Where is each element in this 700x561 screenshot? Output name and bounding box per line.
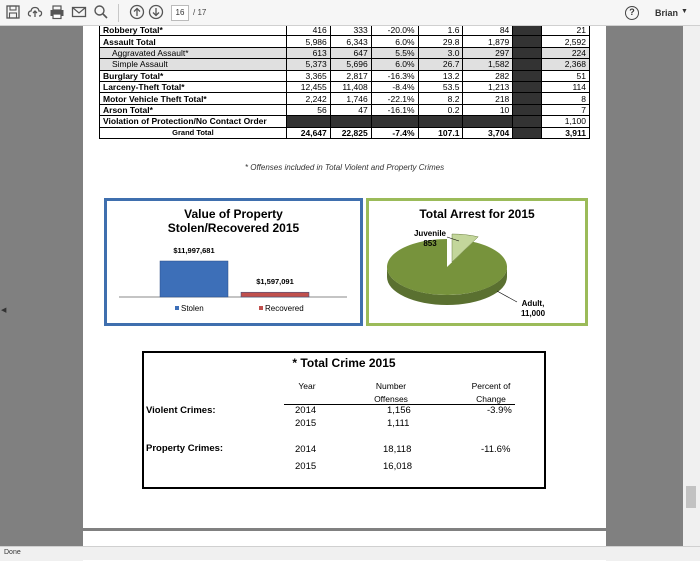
table-cell: 5.5% (371, 47, 418, 58)
table-cell: 6,343 (330, 36, 371, 47)
crime-table (99, 26, 590, 139)
legend-label: Stolen (181, 304, 204, 313)
previous-page-icon[interactable] (128, 4, 146, 22)
bar-data-label: $1,597,091 (256, 277, 294, 287)
table-cell (371, 116, 418, 127)
grand-total-cell (513, 127, 542, 138)
row-label: Assault Total (100, 36, 287, 47)
print-icon[interactable] (48, 4, 66, 22)
table-cell: 218 (463, 93, 513, 104)
row-label: Arson Total* (100, 104, 287, 115)
table-cell: 1,879 (463, 36, 513, 47)
property-value-chart (104, 198, 363, 326)
grand-total-cell: -7.4% (371, 127, 418, 138)
table-cell: 21 (542, 26, 590, 36)
table-cell: 8 (542, 93, 590, 104)
table-cell: 416 (286, 26, 330, 36)
table-row (100, 104, 590, 115)
toolbar-divider (118, 4, 119, 22)
property-chart-title-line1: Value of Property (184, 207, 283, 221)
table-cell: -16.1% (371, 104, 418, 115)
table-cell: 5,986 (286, 36, 330, 47)
legend-swatch (259, 306, 263, 310)
table-row (100, 70, 590, 81)
table-cell: 5,373 (286, 59, 330, 70)
juvenile-label: Juvenile (413, 229, 447, 238)
table-cell: 613 (286, 47, 330, 58)
table-cell (513, 59, 542, 70)
violent-crimes-label: Violent Crimes: (146, 405, 216, 416)
table-row (100, 93, 590, 104)
col-header-year: Year (298, 381, 316, 391)
vertical-scrollbar[interactable] (683, 26, 700, 546)
table-cell: 53.5 (418, 81, 463, 92)
row-label: Motor Vehicle Theft Total* (100, 93, 287, 104)
search-icon[interactable] (92, 4, 110, 22)
property-bar-chart (107, 201, 360, 323)
table-cell: 2,368 (542, 59, 590, 70)
table-cell (286, 116, 330, 127)
table-row (100, 36, 590, 47)
table-cell: 7 (542, 104, 590, 115)
table-cell (513, 104, 542, 115)
bar-stolen (160, 261, 228, 297)
arrest-chart-title: Total Arrest for 2015 (419, 207, 535, 221)
bar-data-label: $11,997,681 (173, 246, 215, 255)
table-cell: 2,817 (330, 70, 371, 81)
row-label: Burglary Total* (100, 70, 287, 81)
property-2015-year: 2015 (295, 461, 317, 472)
row-label: Simple Assault (100, 59, 287, 70)
table-cell: 1,213 (463, 81, 513, 92)
col-header-number-line2: Offenses (374, 394, 408, 404)
upload-cloud-icon[interactable] (26, 4, 44, 22)
page-number-input[interactable]: 16 (171, 5, 189, 21)
table-cell: 647 (330, 47, 371, 58)
row-label: Larceny-Theft Total* (100, 81, 287, 92)
adult-value-label: 11,000 (520, 309, 546, 318)
table-cell: 26.7 (418, 59, 463, 70)
table-cell: 1,582 (463, 59, 513, 70)
save-icon[interactable] (4, 4, 22, 22)
grand-total-label: Grand Total (100, 127, 287, 138)
table-cell: 6.0% (371, 36, 418, 47)
table-footnote: * Offenses included in Total Violent and Property Crimes (244, 163, 445, 172)
scrollbar-thumb[interactable] (686, 486, 696, 508)
table-cell (513, 36, 542, 47)
table-cell: 333 (330, 26, 371, 36)
table-cell: 51 (542, 70, 590, 81)
table-cell: 5,696 (330, 59, 371, 70)
grand-total-cell: 22,825 (330, 127, 371, 138)
table-cell: 3,365 (286, 70, 330, 81)
table-cell: 2,592 (542, 36, 590, 47)
table-cell (513, 70, 542, 81)
table-row (100, 59, 590, 70)
adult-label: Adult, (521, 299, 545, 308)
table-cell (330, 116, 371, 127)
row-label: Violation of Protection/No Contact Order (100, 116, 287, 127)
property-chart-title-line2: Stolen/Recovered 2015 (167, 221, 300, 235)
page-total-label: / 17 (193, 8, 207, 17)
legend-swatch (175, 306, 179, 310)
table-cell: 297 (463, 47, 513, 58)
col-header-percent-line1: Percent of (471, 381, 511, 391)
table-cell: 84 (463, 26, 513, 36)
table-cell: 47 (330, 104, 371, 115)
adult-leader-line (497, 291, 517, 302)
table-cell (418, 116, 463, 127)
legend-label: Recovered (265, 304, 304, 313)
table-cell: -22.1% (371, 93, 418, 104)
pie-slice-adult (387, 239, 507, 295)
col-header-number-line1: Number (375, 381, 407, 391)
grand-total-cell: 3,911 (542, 127, 590, 138)
table-cell: 1,746 (330, 93, 371, 104)
table-row (100, 47, 590, 58)
violent-2014-number: 1,156 (387, 405, 411, 416)
status-bar: Done (0, 546, 700, 560)
juvenile-value-label: 853 (423, 239, 437, 248)
col-header-percent-line2: Change (476, 394, 506, 404)
violent-2014-percent: -3.9% (487, 405, 512, 416)
table-cell: 2,242 (286, 93, 330, 104)
table-cell: 3.0 (418, 47, 463, 58)
violent-2014-year: 2014 (295, 405, 317, 416)
table-cell (513, 81, 542, 92)
table-cell: 8.2 (418, 93, 463, 104)
table-cell: 1,100 (542, 116, 590, 127)
table-cell: 11,408 (330, 81, 371, 92)
next-page-icon[interactable] (147, 4, 165, 22)
grand-total-cell: 3,704 (463, 127, 513, 138)
pdf-page (83, 26, 606, 528)
table-cell (463, 116, 513, 127)
collapse-left-icon[interactable]: ◀ (1, 307, 7, 314)
table-cell (513, 47, 542, 58)
table-cell: 13.2 (418, 70, 463, 81)
table-cell: 6.0% (371, 59, 418, 70)
violent-2015-year: 2015 (295, 418, 317, 429)
table-cell: 224 (542, 47, 590, 58)
table-row (100, 26, 590, 36)
table-cell: 10 (463, 104, 513, 115)
document-viewer (0, 26, 700, 546)
property-2014-number: 18,118 (383, 444, 412, 455)
table-cell (513, 116, 542, 127)
violent-2015-number: 1,111 (387, 418, 410, 429)
grand-total-cell: 24,647 (286, 127, 330, 138)
total-arrest-chart (366, 198, 588, 326)
table-row (100, 116, 590, 127)
total-crime-title: * Total Crime 2015 (292, 356, 396, 370)
table-cell (513, 93, 542, 104)
bar-recovered (241, 292, 309, 297)
property-2015-number: 16,018 (383, 461, 413, 472)
email-icon[interactable] (70, 4, 88, 22)
chevron-down-icon[interactable]: ▼ (681, 8, 688, 15)
row-label: Aggravated Assault* (100, 47, 287, 58)
property-2014-percent: -11.6% (481, 444, 511, 455)
table-cell (513, 26, 542, 36)
table-cell: 114 (542, 81, 590, 92)
total-crime-table (142, 351, 546, 489)
grand-total-cell: 107.1 (418, 127, 463, 138)
arrest-pie-chart (369, 201, 585, 323)
table-cell: -8.4% (371, 81, 418, 92)
table-cell: 0.2 (418, 104, 463, 115)
toolbar (0, 0, 700, 26)
help-icon[interactable]: ? (625, 6, 639, 20)
grand-total-row (100, 127, 590, 138)
table-cell: 282 (463, 70, 513, 81)
table-cell: 12,455 (286, 81, 330, 92)
table-cell: -16.3% (371, 70, 418, 81)
table-cell: 56 (286, 104, 330, 115)
table-cell: -20.0% (371, 26, 418, 36)
table-row (100, 81, 590, 92)
user-menu[interactable]: Brian (655, 8, 679, 18)
property-crimes-label: Property Crimes: (146, 443, 224, 454)
row-label: Robbery Total* (100, 26, 287, 36)
table-cell: 1.6 (418, 26, 463, 36)
property-2014-year: 2014 (295, 444, 317, 455)
table-cell: 29.8 (418, 36, 463, 47)
